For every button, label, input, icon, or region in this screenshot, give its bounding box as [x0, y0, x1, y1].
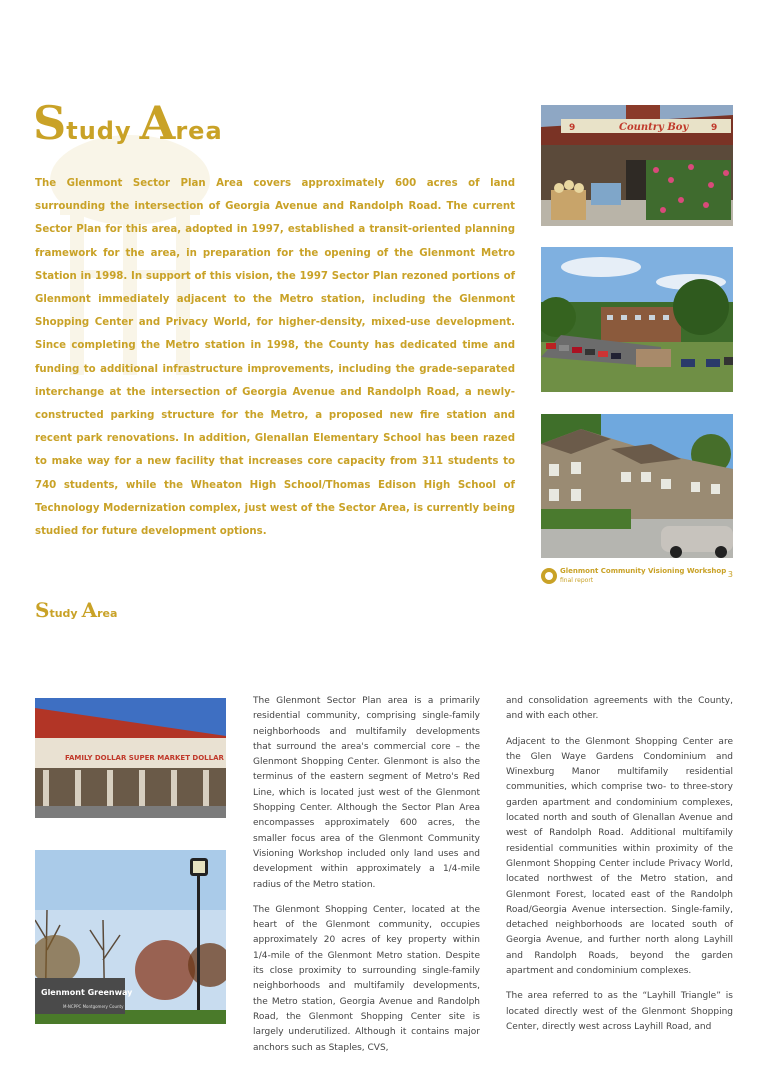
section-title: Study Area [35, 598, 118, 622]
greenway-sub: M-NCPPC Montgomery County [63, 1004, 124, 1009]
photo-storefront [35, 698, 226, 818]
country-boy-sign: Country Boy [619, 122, 689, 133]
storefront-sign: FAMILY DOLLAR SUPER MARKET DOLLAR [65, 754, 224, 762]
col1-paragraph-2: The Glenmont Shopping Center, located at the heart of the Glenmont community, occupies approximately 20 acres of key property within 1/4-mile of the Glenmont Metro station. Despite its close proximity to surrounding single-family neighborhoods and multifamily developments, the Metro station, Georgia Avenue and Randolph Road, the Glenmont Shopping Center site is largely underutilized. Although it contains major anchors such as Staples, CVS, [253, 904, 480, 1053]
page-number: 3 [727, 570, 733, 579]
col2-paragraph-2: Adjacent to the Glenmont Shopping Center are the Glen Waye Gardens Condominium and Winexburg Manor multifamily residential communities, which comprise two- to three-story garden apartment and condominium complexes, located north and south of Glenallan Avenue and west of Randolph Road. Additional multifamily residential communities within proximity of the Glenmont Shopping Center include Privacy World, located northwest of the Metro station, and Glenmont Forest, located east of the Randolph Road/Georgia Avenue intersection. Single-family, detached neighborhoods are located south of Georgia Avenue, and further north along Layhill and Randolph Roads, beyond the garden apartment and condominium complexes. [506, 736, 733, 977]
photo-townhouses [541, 414, 733, 558]
sign-left-number: 9 [569, 123, 576, 133]
greenway-sign: Glenmont Greenway [41, 988, 133, 997]
workshop-logo-icon [540, 566, 558, 586]
col1-paragraph-1: The Glenmont Sector Plan area is a primarily residential community, comprising single-family neighborhoods and multifamily developments that surround the area's commercial core – the Glenmont Shopping Center. Glenmont is also the terminus of the eastern segment of Metro's Red Line, which is located just west of the Glenmont Shopping Center. Although the Sector Plan Area encompasses approximately 600 acres, the smaller focus area of the Glenmont Community Visioning Workshop included only land uses and development within approximately a 1/4-mile radius of the Metro station. [253, 696, 480, 890]
col2-paragraph-1: and consolidation agreements with the County, and with each other. [506, 696, 733, 722]
body-column-2 [506, 694, 733, 1045]
photo-parking-lot [541, 247, 733, 392]
intro-paragraph: The Glenmont Sector Plan Area covers approximately 600 acres of land surrounding the intersection of Georgia Avenue and Randolph Road. The current Sector Plan for this area, adopted in 1997, established a transit-oriented planning framework for the area, in preparation for the opening of the Glenmont Metro Station in 1998. In support of this vision, the 1997 Sector Plan rezoned portions of Glenmont immediately adjacent to the Metro station, including the Glenmont Shopping Center and Privacy World, for higher-density, mixed-use development. Since completing the Metro station in 1998, the County has dedicated time and funding to additional infrastructure improvements, including the grade-separated interchange at the intersection of Georgia Avenue and Randolph Road, a newly-constructed parking structure for the Metro, a proposed new fire station and recent park renovations. In addition, Glenallan Elementary School has been razed to make way for a new facility that increases core capacity from 311 students to 740 students, while the Wheaton High School/Thomas Edison High School of Technology Modernization complex, just west of the Sector Area, is currently being studied for future development options. [35, 178, 515, 538]
col2-paragraph-3: The area referred to as the “Layhill Triangle” is located directly west of the Glenmont Shopping Center, directly west across Layhill Road, and [506, 991, 733, 1032]
photo-country-boy-market [541, 105, 733, 226]
sign-right-number: 9 [711, 123, 718, 133]
footer-logo [540, 566, 735, 588]
workshop-name: Glenmont Community Visioning Workshop [560, 567, 727, 575]
report-label: final report [560, 577, 594, 584]
page-title: Study Area [33, 96, 223, 150]
body-column-1 [253, 694, 480, 1066]
photo-glenmont-greenway [35, 850, 226, 1024]
